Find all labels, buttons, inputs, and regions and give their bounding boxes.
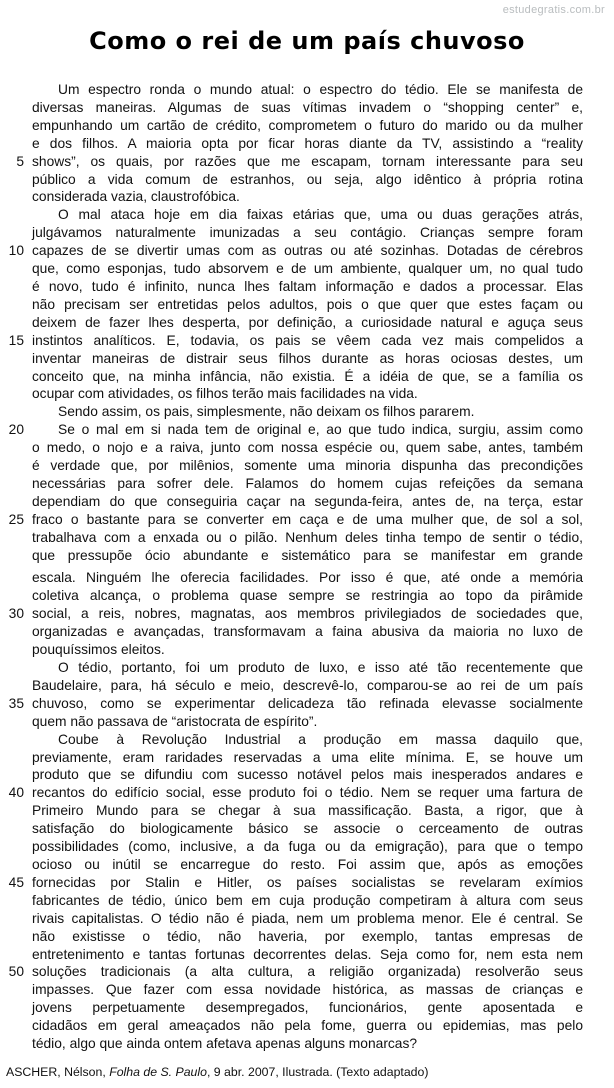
text-line	[0, 242, 614, 260]
line-text: chuvoso, como se experimentar delicadeza tão refinada elevasse socialmente	[32, 695, 583, 711]
text-line	[0, 260, 614, 278]
text-line	[0, 314, 614, 332]
citation-rest: , 9 abr. 2007, Ilustrada. (Texto adaptado)	[206, 1065, 429, 1079]
line-text: inventar maneiras de distrair seus filhos durante as horas ociosas destes, um	[32, 350, 583, 366]
text-line	[0, 713, 614, 731]
text-line	[0, 153, 614, 171]
text-line	[0, 910, 614, 928]
line-text: ocioso ou inútil se encarregue do resto. Foi assim que, após as emoções	[32, 856, 583, 872]
line-number: 5	[16, 153, 24, 169]
line-number	[0, 368, 24, 386]
line-text: que, como esponjas, tudo absorvem e de um ambiente, qualquer um, no qual tudo	[32, 261, 583, 277]
line-text: instintos analíticos. E, todavia, os pais se vêem cada vez mais compelidos a	[32, 332, 583, 348]
line-text: Coube à Revolução Industrial a produção em massa daquilo que,	[58, 731, 583, 747]
text-line	[0, 296, 614, 314]
text-line	[0, 368, 614, 386]
text-line	[0, 605, 614, 623]
text-line	[0, 547, 614, 565]
line-text: dependiam do que conseguiria caçar na segunda-feira, antes de, na terça, estar	[32, 493, 583, 509]
line-text: soluções tradicionais (a alta cultura, a religião organizada) resolverão seus	[32, 964, 583, 980]
text-line	[0, 439, 614, 457]
text-line	[0, 856, 614, 874]
line-number	[0, 188, 24, 206]
line-number	[0, 350, 24, 368]
text-line	[0, 623, 614, 641]
text-line	[0, 659, 614, 677]
line-number	[0, 569, 24, 587]
line-text: não existisse o tédio, não haveria, por exemplo, tantas empresas de	[32, 928, 583, 944]
line-number: 15	[8, 332, 24, 348]
text-line	[0, 278, 614, 296]
line-text: O mal ataca hoje em dia faixas etárias que, uma ou duas gerações atrás,	[58, 207, 583, 223]
line-text: capazes de se divertir umas com as outras ou até sozinhas. Dotadas de cérebros	[32, 243, 583, 259]
text-line	[0, 350, 614, 368]
text-line	[0, 457, 614, 475]
citation-author: ASCHER, Nélson,	[6, 1065, 110, 1079]
line-text: Se o mal em si nada tem de original e, ao que tudo indica, surgiu, assim como	[58, 422, 583, 438]
line-number	[0, 385, 24, 403]
line-text: Sendo assim, os pais, simplesmente, não deixam os filhos pararem.	[58, 404, 475, 420]
line-text: satisfação do biologicamente básico se associe o cerceamento de outras	[32, 821, 583, 837]
text-line	[0, 766, 614, 784]
line-text: shows”, os quais, por razões que me escapam, tornam interessante para seu	[32, 153, 583, 169]
text-line	[0, 677, 614, 695]
line-number	[0, 981, 24, 999]
line-number	[0, 171, 24, 189]
line-text: deixem de fazer lhes desperta, por definição, a curiosidade natural e aguça seus	[32, 314, 583, 330]
text-line	[0, 749, 614, 767]
line-text: Primeiro Mundo para se chegar à sua massificação. Basta, a rigor, que à	[32, 803, 583, 819]
text-line	[0, 99, 614, 117]
line-number	[0, 314, 24, 332]
text-line	[0, 874, 614, 892]
text-line	[0, 784, 614, 802]
line-text: e dos filhos. A maioria opta por ficar horas diante da TV, assistindo a “reality	[32, 135, 583, 151]
text-line	[0, 587, 614, 605]
line-text: jovens perpetuamente desempregados, funcionários, gente aposentada e	[32, 1000, 583, 1016]
text-line	[0, 493, 614, 511]
text-line	[0, 1035, 614, 1053]
line-number	[0, 766, 24, 784]
line-number: 35	[8, 695, 24, 711]
line-text: é novo, tudo é infinito, nunca lhes faltam informação e dados a processar. Elas	[32, 278, 583, 294]
text-line	[0, 1017, 614, 1035]
line-number	[0, 928, 24, 946]
line-text: entretenimento e tantas fortunas decorrentes delas. Seja como for, nem esta nem	[32, 946, 583, 962]
line-number	[0, 403, 24, 421]
line-text: O tédio, portanto, foi um produto de luxo, e isso até tão recentemente que	[58, 660, 583, 675]
line-number	[0, 910, 24, 928]
line-number: 10	[8, 243, 24, 259]
line-number	[0, 820, 24, 838]
line-text: recantos do edifício social, esse produto foi o tédio. Nem se requer uma fartura de	[32, 785, 583, 801]
line-number: 30	[8, 606, 24, 622]
text-line	[0, 802, 614, 820]
line-number	[0, 260, 24, 278]
text-line	[0, 421, 614, 439]
line-number	[0, 1017, 24, 1035]
line-number	[0, 641, 24, 659]
text-line	[0, 135, 614, 153]
line-number	[0, 224, 24, 242]
line-text: que pressupõe ócio abundante e sistemático para se manifestar em grande	[32, 547, 583, 563]
line-text: rivais capitalistas. O tédio não é piada, nem um problema menor. Ele é central. Se	[32, 910, 583, 926]
text-line	[0, 403, 614, 421]
text-line	[0, 117, 614, 135]
line-number	[0, 587, 24, 605]
line-number	[0, 99, 24, 117]
line-text: fraco o bastante para se converter em caça e de uma mulher que, de sol a sol,	[32, 511, 583, 527]
text-line	[0, 641, 614, 659]
line-number	[0, 439, 24, 457]
citation	[6, 1065, 428, 1079]
line-number	[0, 802, 24, 820]
line-text: possibilidades (como, inclusive, a da fuga ou da emigração), para que o tempo	[32, 839, 583, 855]
line-number	[0, 1035, 24, 1053]
line-text: ocupar com atividades, os filhos terão mais facilidades na vida.	[32, 386, 418, 402]
text-line	[0, 569, 614, 587]
line-number	[0, 749, 24, 767]
line-text: impasses. Que fazer com essa novidade histórica, as massas de crianças e	[32, 982, 583, 998]
text-line	[0, 963, 614, 981]
line-text: Um espectro ronda o mundo atual: o espectro do tédio. Ele se manifesta de	[58, 82, 583, 97]
line-text: trabalhava com a enxada ou o pilão. Nenhum deles tinha tempo de sentir o tédio,	[32, 529, 583, 545]
line-number	[0, 677, 24, 695]
line-number	[0, 206, 24, 224]
text-line	[0, 820, 614, 838]
line-text: quem não passava de “aristocrata de espírito”.	[32, 713, 318, 729]
line-number	[0, 731, 24, 749]
line-number	[0, 117, 24, 135]
line-text: é verdade que, por milênios, somente uma minoria dispunha das precondições	[32, 458, 583, 474]
line-text: coletiva alcança, o problema quase sempre se restringia ao topo da pirâmide	[32, 588, 583, 604]
text-line	[0, 892, 614, 910]
text-line	[0, 731, 614, 749]
line-text: público a vida comum de estranhos, ou seja, algo idêntico à própria rotina	[32, 171, 583, 187]
text-body	[0, 81, 614, 1053]
line-number	[0, 946, 24, 964]
text-line	[0, 81, 614, 99]
line-text: o medo, o nojo e a raiva, junto com nossa espécie ou, quem sabe, antes, também	[32, 440, 583, 456]
line-text: Baudelaire, para, há século e meio, descrevê-lo, comparou-se ao rei de um país	[32, 677, 583, 693]
text-line	[0, 928, 614, 946]
line-text: produto que se difundiu com sucesso notável pelos mais inesperados andares e	[32, 767, 583, 783]
line-number: 45	[8, 874, 24, 890]
text-line	[0, 946, 614, 964]
line-number	[0, 999, 24, 1017]
line-number	[0, 659, 24, 677]
line-number	[0, 713, 24, 731]
line-number	[0, 529, 24, 547]
line-text: cidadãos em geral ameaçados não pela fome, guerra ou epidemias, mas pelo	[32, 1018, 583, 1034]
line-number	[0, 856, 24, 874]
line-text: organizadas e avançadas, transformavam a faina abusiva da maioria no luxo de	[32, 624, 583, 640]
text-line	[0, 511, 614, 529]
line-text: diversas maneiras. Algumas de suas vítimas invadem o “shopping center” e,	[32, 99, 583, 115]
text-line	[0, 838, 614, 856]
watermark-text: estudegratis.com.br	[502, 4, 605, 16]
line-text: conceito que, na minha infância, não existia. É a idéia de que, se a família os	[32, 368, 583, 384]
line-text: tédio, algo que ainda ontem afetava apenas alguns monarcas?	[32, 1036, 418, 1052]
text-line	[0, 475, 614, 493]
line-number	[0, 493, 24, 511]
line-number	[0, 296, 24, 314]
text-line	[0, 999, 614, 1017]
line-number	[0, 81, 24, 99]
line-text: fornecidas por Stalin e Hitler, os países socialistas se revelaram exímios	[32, 874, 583, 890]
line-number: 40	[8, 785, 24, 801]
line-text: considerada vazia, claustrofóbica.	[32, 189, 240, 205]
line-text: social, a reis, nobres, magnatas, aos membros privilegiados de sociedades que,	[32, 606, 583, 622]
text-line	[0, 206, 614, 224]
text-line	[0, 224, 614, 242]
line-number	[0, 475, 24, 493]
line-text: empunhando um cartão de crédito, comprometem o futuro do marido ou da mulher	[32, 117, 583, 133]
page-title: Como o rei de um país chuvoso	[89, 27, 525, 55]
line-text: escala. Ninguém lhe oferecia facilidades. Por isso é que, até onde a memória	[32, 570, 583, 586]
line-text: julgávamos naturalmente imunizadas a seu contágio. Crianças sempre foram	[32, 225, 583, 241]
line-number: 20	[8, 422, 24, 438]
line-text: necessárias para sofrer dele. Falamos do homem cujas refeições da semana	[32, 475, 583, 491]
text-line	[0, 332, 614, 350]
text-line	[0, 188, 614, 206]
text-line	[0, 981, 614, 999]
text-line	[0, 695, 614, 713]
line-number	[0, 135, 24, 153]
line-number: 25	[8, 511, 24, 527]
line-number	[0, 623, 24, 641]
line-text: não precisam ser entretidas pelos adultos, pois o que quer que estes façam ou	[32, 296, 583, 312]
line-text: pouquíssimos eleitos.	[32, 642, 165, 658]
citation-source: Folha de S. Paulo	[109, 1065, 207, 1079]
line-number	[0, 278, 24, 296]
text-line	[0, 385, 614, 403]
text-line	[0, 171, 614, 189]
line-text: fabricantes de tédio, único bem em cuja produção competiram à altura com seus	[32, 892, 583, 908]
line-number: 50	[8, 964, 24, 980]
line-number	[0, 457, 24, 475]
line-number	[0, 547, 24, 565]
line-number	[0, 838, 24, 856]
line-text: previamente, eram raridades reservadas a uma elite mínima. E, se houve um	[32, 749, 583, 765]
line-number	[0, 892, 24, 910]
text-line	[0, 529, 614, 547]
